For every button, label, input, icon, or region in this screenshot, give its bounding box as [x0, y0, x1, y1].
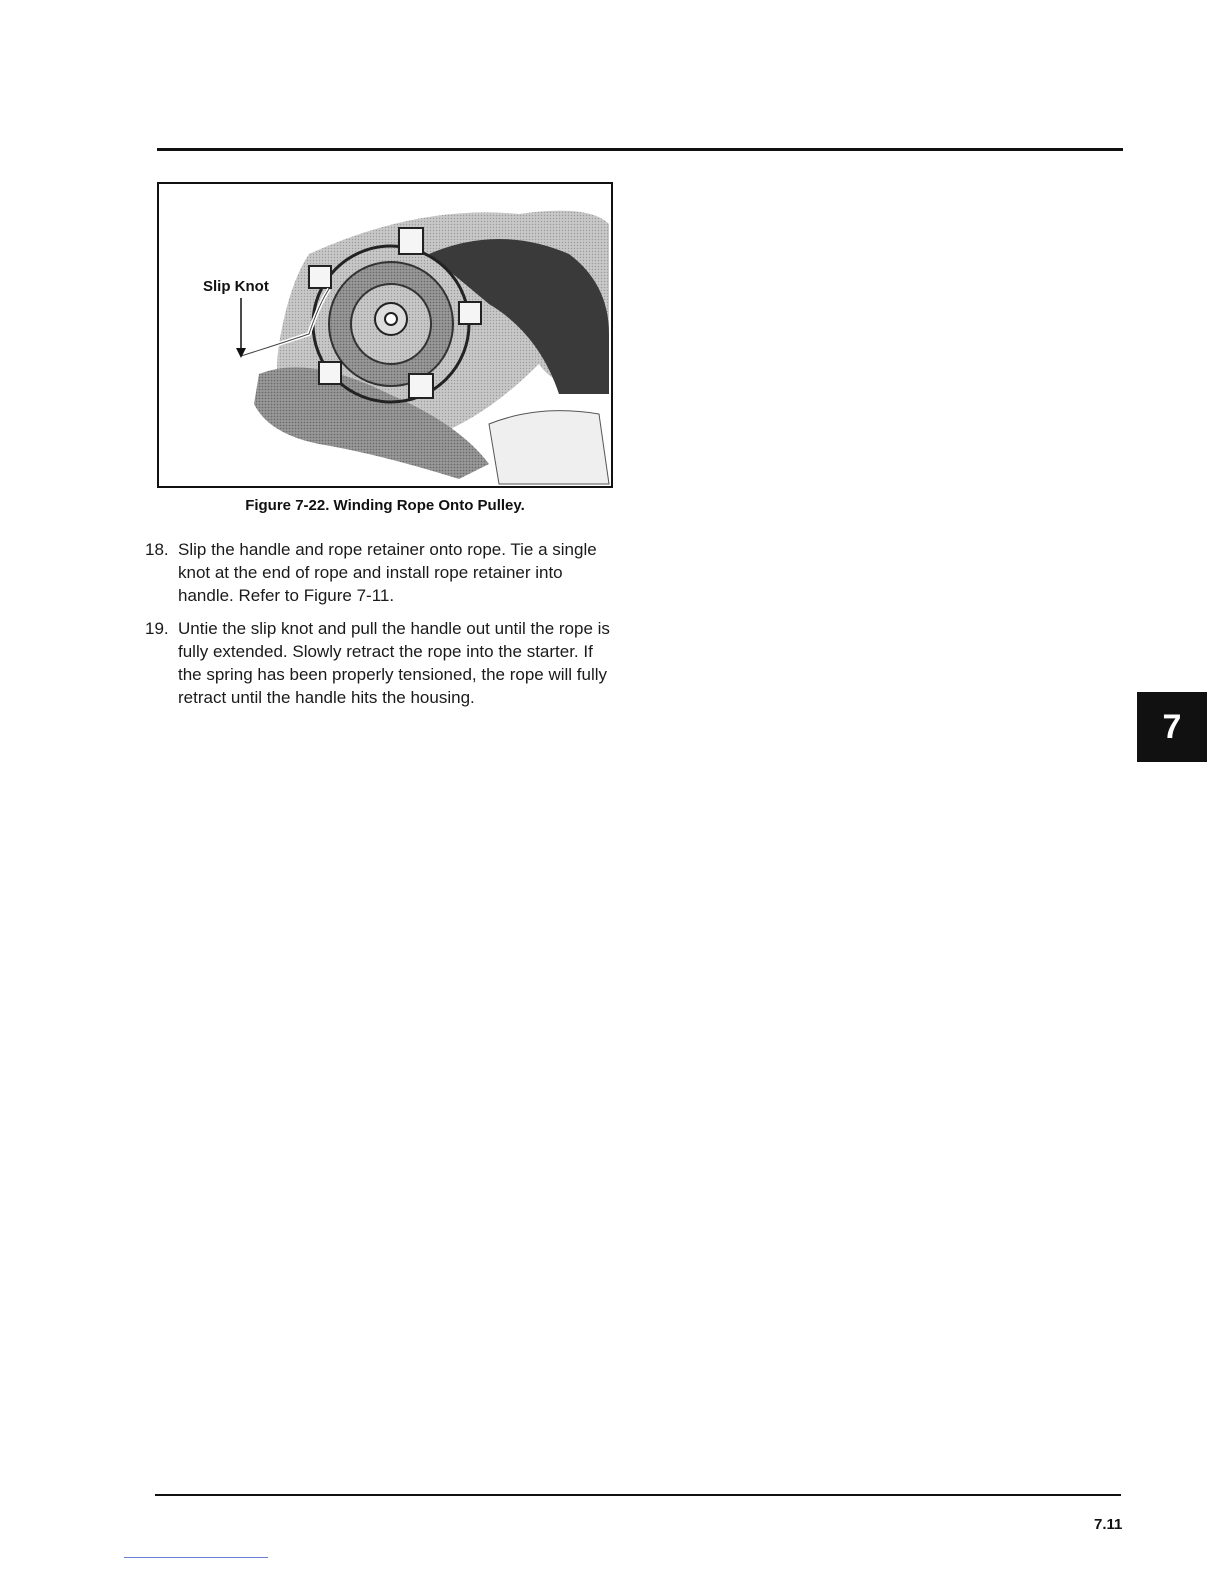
header-rule [157, 148, 1123, 151]
step-text: Slip the handle and rope retainer onto rope. Tie a single knot at the end of rope and install rope retainer into handle. Refer to Figure 7-11. [178, 540, 597, 605]
slip-knot-label: Slip Knot [203, 278, 269, 295]
step-number: 19. [145, 619, 169, 638]
step-text: Untie the slip knot and pull the handle out until the rope is fully extended. Slowly retract the rope into the starter. If the spring has been properly tensioned, the rope will fully retract until the handle hits the housing. [178, 619, 610, 707]
section-tab: 7 [1137, 692, 1207, 762]
footer-link-underline [124, 1557, 268, 1558]
step-number: 18. [145, 540, 169, 559]
page-number: 7.11 [1094, 1516, 1123, 1533]
figure-caption: Figure 7-22. Winding Rope Onto Pulley. [245, 497, 525, 514]
footer-rule [155, 1494, 1121, 1496]
figure-photo [157, 182, 613, 488]
pulley-photo [159, 184, 611, 486]
